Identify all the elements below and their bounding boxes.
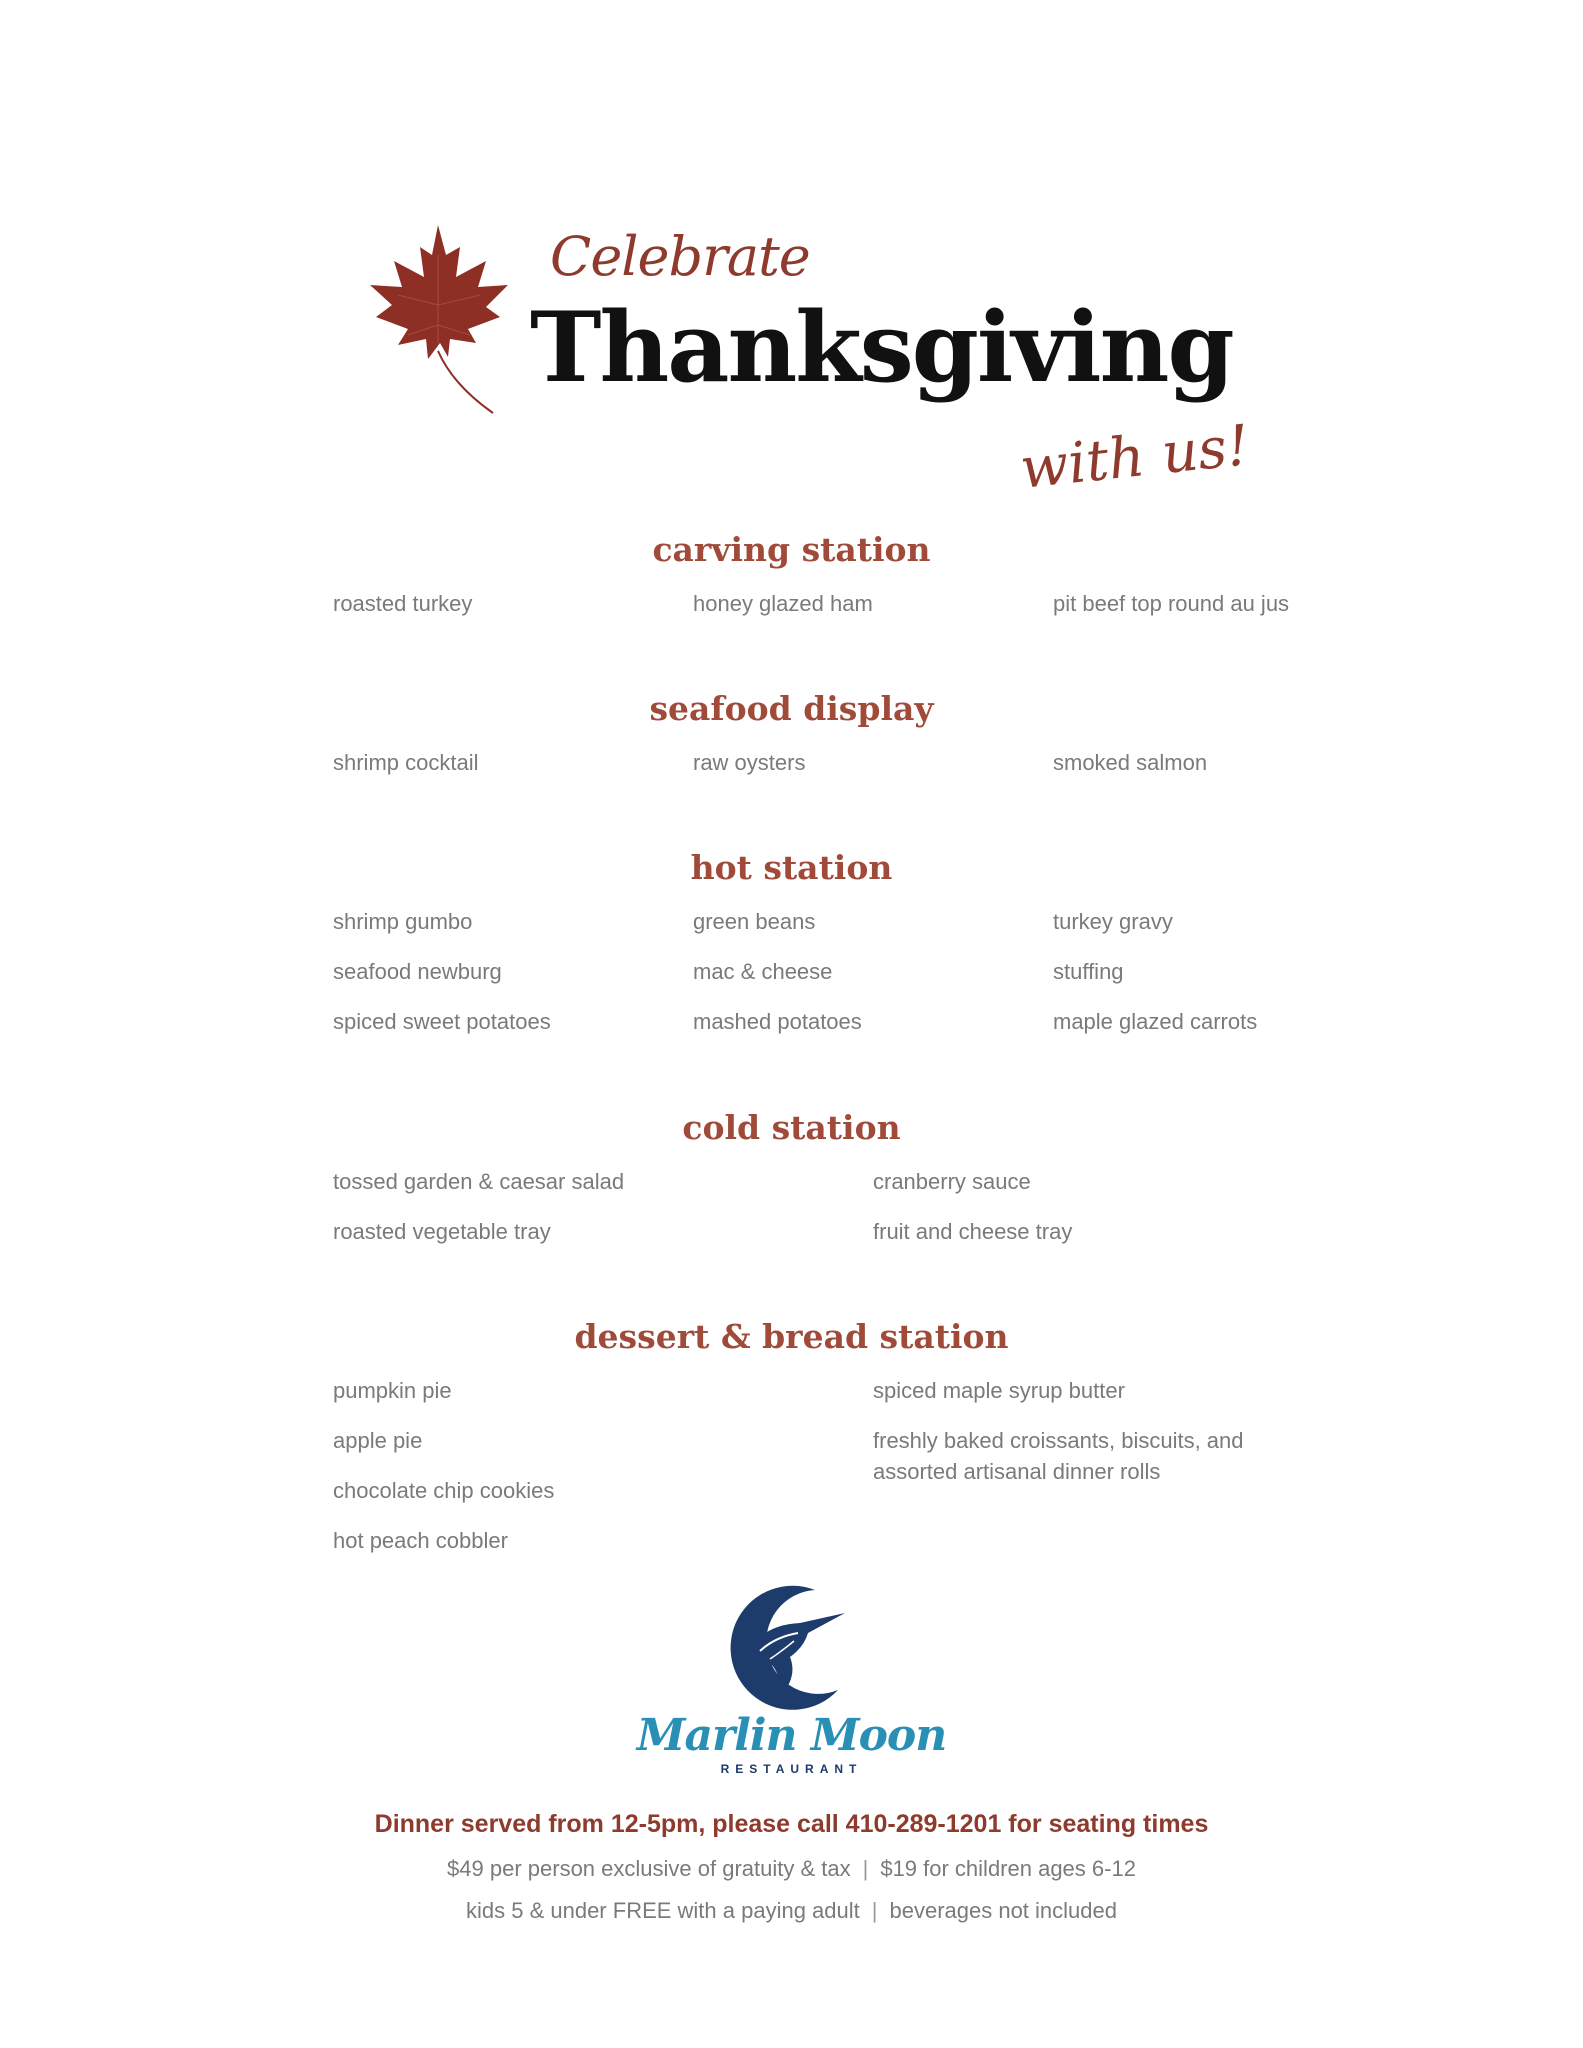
menu-item: spiced maple syrup butter: [873, 1378, 1125, 1403]
section-title-hot: hot station: [690, 848, 893, 887]
menu-item: spiced sweet potatoes: [333, 1009, 551, 1034]
separator: |: [871, 1898, 878, 1923]
section-title-cold: cold station: [682, 1108, 901, 1147]
menu-item: raw oysters: [693, 750, 806, 775]
price-adult: $49 per person exclusive of gratuity & tax: [447, 1856, 851, 1881]
menu-item: honey glazed ham: [693, 591, 873, 616]
footer-notes: [0, 1898, 1583, 1924]
menu-item: smoked salmon: [1053, 750, 1208, 775]
beverages-note: beverages not included: [889, 1898, 1117, 1923]
menu-item: chocolate chip cookies: [333, 1478, 555, 1503]
menu-item: maple glazed carrots: [1053, 1009, 1258, 1034]
menu-item: shrimp cocktail: [333, 750, 479, 775]
menu-item: assorted artisanal dinner rolls: [873, 1459, 1161, 1484]
menu-item: turkey gravy: [1053, 909, 1173, 934]
footer-service-hours: Dinner served from 12-5pm, please call 410-289-1201 for seating times: [374, 1810, 1209, 1838]
section-title-dessert: dessert & bread station: [574, 1317, 1009, 1356]
menu-item: freshly baked croissants, biscuits, and: [873, 1428, 1244, 1453]
footer-pricing: [0, 1856, 1583, 1882]
menu-item: apple pie: [333, 1428, 423, 1453]
logo-name: Marlin Moon: [636, 1710, 947, 1761]
menu-item: mashed potatoes: [693, 1009, 862, 1034]
section-title-carving: carving station: [652, 530, 931, 569]
header-thanksgiving: Thanksgiving: [530, 291, 1233, 404]
separator: |: [862, 1856, 869, 1881]
marlin-moon-logo-icon: [720, 1585, 860, 1715]
menu-item: tossed garden & caesar salad: [333, 1169, 625, 1194]
kids-note: kids 5 & under FREE with a paying adult: [466, 1898, 860, 1923]
section-title-seafood: seafood display: [649, 689, 934, 728]
menu-item: green beans: [693, 909, 816, 934]
menu-item: shrimp gumbo: [333, 909, 473, 934]
menu-item: cranberry sauce: [873, 1169, 1031, 1194]
header-celebrate: Celebrate: [550, 225, 810, 288]
menu-item: pit beef top round au jus: [1053, 591, 1290, 616]
logo-subtitle: RESTAURANT: [720, 1762, 863, 1776]
maple-leaf-icon: [368, 225, 518, 415]
menu-item: pumpkin pie: [333, 1378, 452, 1403]
menu-item: mac & cheese: [693, 959, 833, 984]
menu-item: seafood newburg: [333, 959, 502, 984]
menu-item: roasted turkey: [333, 591, 473, 616]
menu-item: roasted vegetable tray: [333, 1219, 551, 1244]
menu-item: stuffing: [1053, 959, 1124, 984]
menu-item: hot peach cobbler: [333, 1528, 508, 1553]
menu-item: fruit and cheese tray: [873, 1219, 1073, 1244]
header-with-us: with us!: [1017, 413, 1253, 502]
price-child: $19 for children ages 6-12: [880, 1856, 1136, 1881]
